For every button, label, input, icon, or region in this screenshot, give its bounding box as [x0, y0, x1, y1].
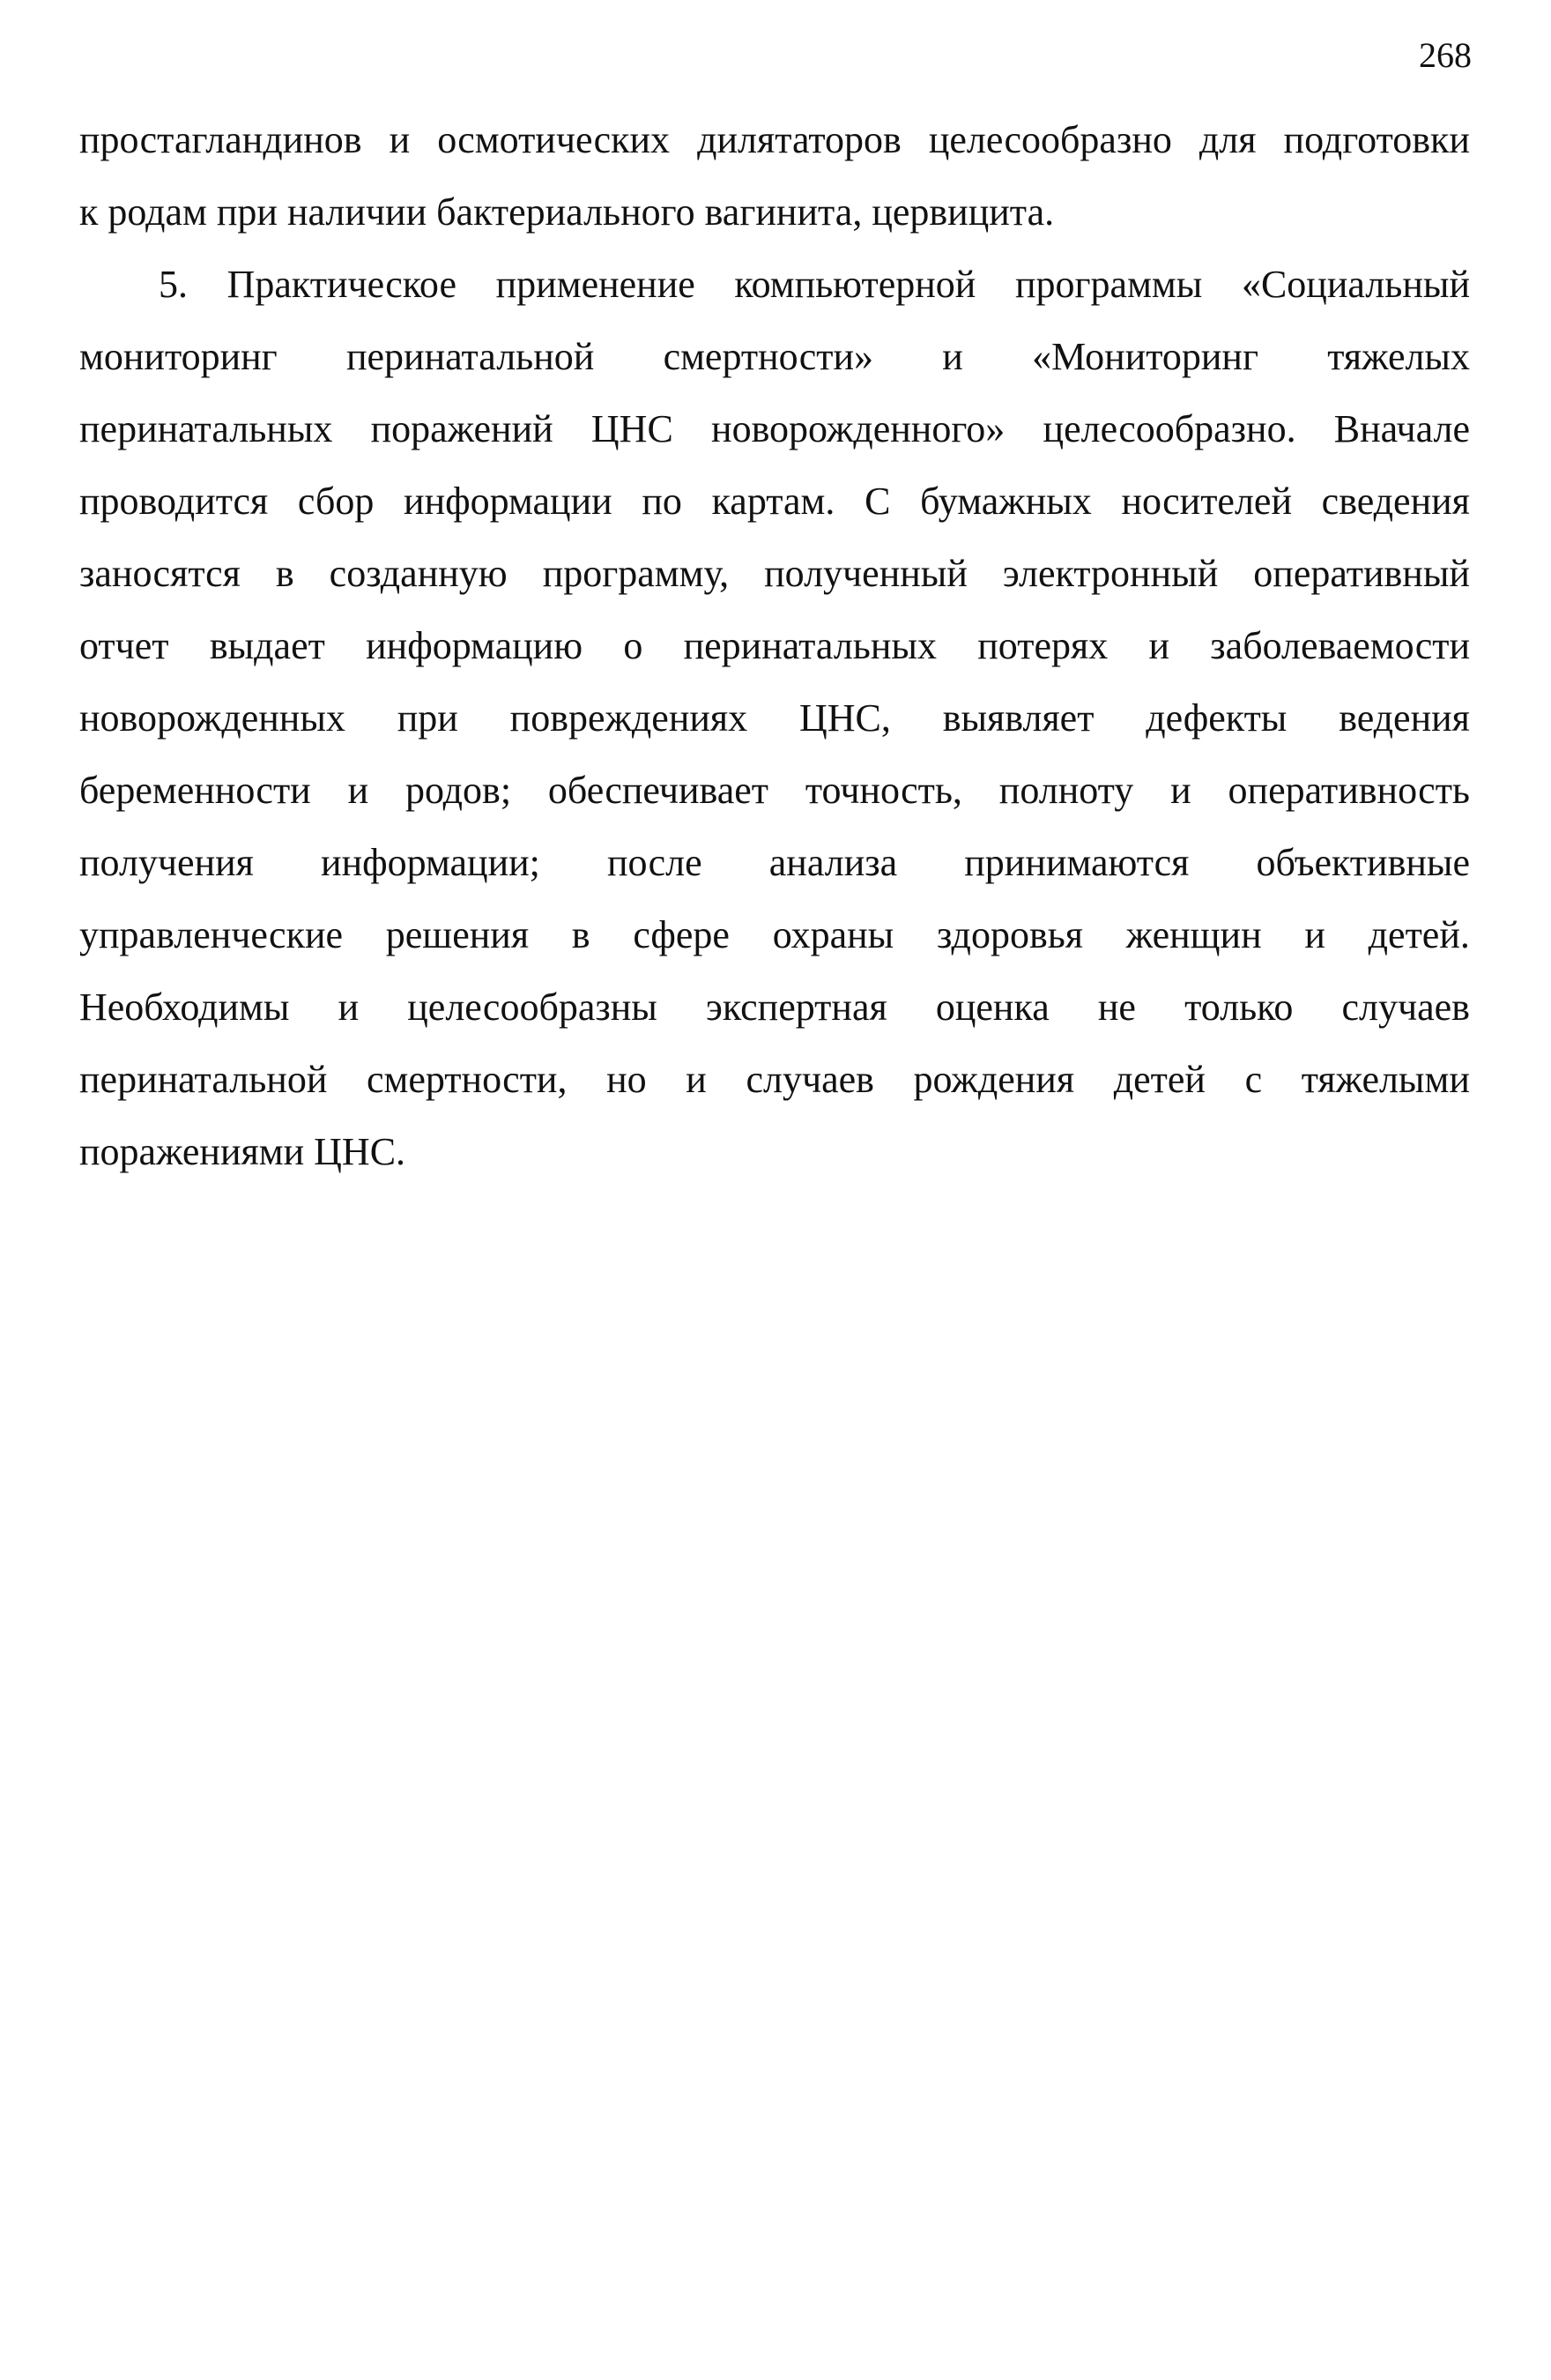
word: программу, [542, 552, 730, 595]
word: оперативный [1253, 552, 1470, 595]
word: заболеваемости [1210, 624, 1470, 667]
word: решения [385, 913, 530, 956]
word: «Мониторинг [1032, 335, 1258, 378]
word: ведения [1339, 696, 1470, 740]
word: и [686, 1058, 707, 1101]
word: перинатальных [683, 624, 937, 667]
word: случаев [746, 1058, 874, 1101]
word: принимаются [964, 841, 1190, 884]
word: информацию [366, 624, 583, 667]
word: детей [1113, 1058, 1206, 1101]
word: дефекты [1146, 696, 1288, 740]
word: полноту [998, 769, 1134, 812]
word: оценка [935, 985, 1050, 1029]
word: и [347, 769, 369, 812]
word: смертности, [366, 1058, 568, 1101]
word: тяжелых [1327, 335, 1470, 378]
word: не [1097, 985, 1136, 1029]
text-line [79, 1044, 1470, 1116]
word: беременности [79, 769, 311, 812]
word: «Социальный [1241, 263, 1470, 306]
word: тяжелыми [1301, 1058, 1470, 1101]
text-line [79, 104, 1470, 176]
word: дилятаторов [697, 118, 902, 161]
word: проводится [79, 480, 269, 523]
word: компьютерной [734, 263, 976, 306]
word: Практическое [226, 263, 456, 306]
word: и [942, 335, 963, 378]
word: перинатальных [79, 407, 333, 450]
word: но [606, 1058, 647, 1101]
word: программы [1014, 263, 1203, 306]
word: сбор [297, 480, 375, 523]
text-line [79, 827, 1470, 899]
word: С [865, 480, 891, 523]
word: анализа [768, 841, 898, 884]
word: простагландинов [79, 118, 362, 161]
text-line [79, 393, 1470, 465]
word: картам. [711, 480, 835, 523]
text-line [79, 610, 1470, 682]
word: отчет [79, 624, 169, 667]
text-line [79, 899, 1470, 971]
word: родов; [404, 769, 512, 812]
text-line [79, 538, 1470, 610]
word: только [1184, 985, 1294, 1029]
page-number: 268 [1419, 35, 1472, 75]
word: смертности» [663, 335, 874, 378]
text-line: к родам при наличии бактериального вагинита, цервицита. [79, 190, 1055, 234]
word: выявляет [942, 696, 1095, 740]
word: мониторинг [79, 335, 278, 378]
word: и [389, 118, 411, 161]
word: точность, [805, 769, 962, 812]
word: по [642, 480, 682, 523]
text-line [79, 682, 1470, 755]
word: носителей [1121, 480, 1292, 523]
word: женщин [1125, 913, 1262, 956]
word: перинатальной [345, 335, 595, 378]
word: получения [79, 841, 254, 884]
word: повреждениях [509, 696, 748, 740]
word: в [275, 552, 294, 595]
word: осмотических [437, 118, 671, 161]
word: обеспечивает [547, 769, 768, 812]
word: выдает [209, 624, 325, 667]
word: оперативность [1228, 769, 1470, 812]
word: полученный [764, 552, 968, 595]
document-body [79, 104, 1470, 1188]
word: детей. [1368, 913, 1470, 956]
word: сведения [1321, 480, 1470, 523]
word: созданную [329, 552, 508, 595]
word: после [606, 841, 702, 884]
word: и [1170, 769, 1191, 812]
word: Вначале [1333, 407, 1470, 450]
word: с [1244, 1058, 1263, 1101]
text-line [79, 465, 1470, 538]
word: случаев [1341, 985, 1470, 1029]
word: Необходимы [79, 985, 290, 1029]
word: в [571, 913, 590, 956]
word: подготовки [1283, 118, 1470, 161]
word: ЦНС, [798, 696, 891, 740]
word: при [397, 696, 458, 740]
word: информации [404, 480, 612, 523]
word: перинатальной [79, 1058, 328, 1101]
word: 5. [159, 263, 188, 306]
word: для [1198, 118, 1257, 161]
word: управленческие [79, 913, 344, 956]
word: поражений [370, 407, 553, 450]
word: новорожденного» [711, 407, 1006, 450]
word: и [1148, 624, 1170, 667]
word: применение [495, 263, 695, 306]
word: бумажных [920, 480, 1092, 523]
word: объективные [1256, 841, 1470, 884]
text-line [79, 321, 1470, 393]
word: ЦНС [590, 407, 673, 450]
word: и [1304, 913, 1325, 956]
word: заносятся [79, 552, 241, 595]
word: информации; [321, 841, 540, 884]
word: целесообразно. [1043, 407, 1296, 450]
word: рождения [913, 1058, 1075, 1101]
word: сфере [633, 913, 730, 956]
word: и [338, 985, 360, 1029]
paragraph-5-first-line [79, 249, 1470, 321]
word: целесообразно [928, 118, 1172, 161]
text-line [79, 755, 1470, 827]
text-line [79, 971, 1470, 1044]
word: целесообразны [407, 985, 657, 1029]
word: здоровья [936, 913, 1084, 956]
word: электронный [1002, 552, 1219, 595]
word: потерях [977, 624, 1109, 667]
word: о [623, 624, 643, 667]
text-line: поражениями ЦНС. [79, 1130, 406, 1173]
word: охраны [772, 913, 894, 956]
word: новорожденных [79, 696, 345, 740]
word: экспертная [705, 985, 887, 1029]
